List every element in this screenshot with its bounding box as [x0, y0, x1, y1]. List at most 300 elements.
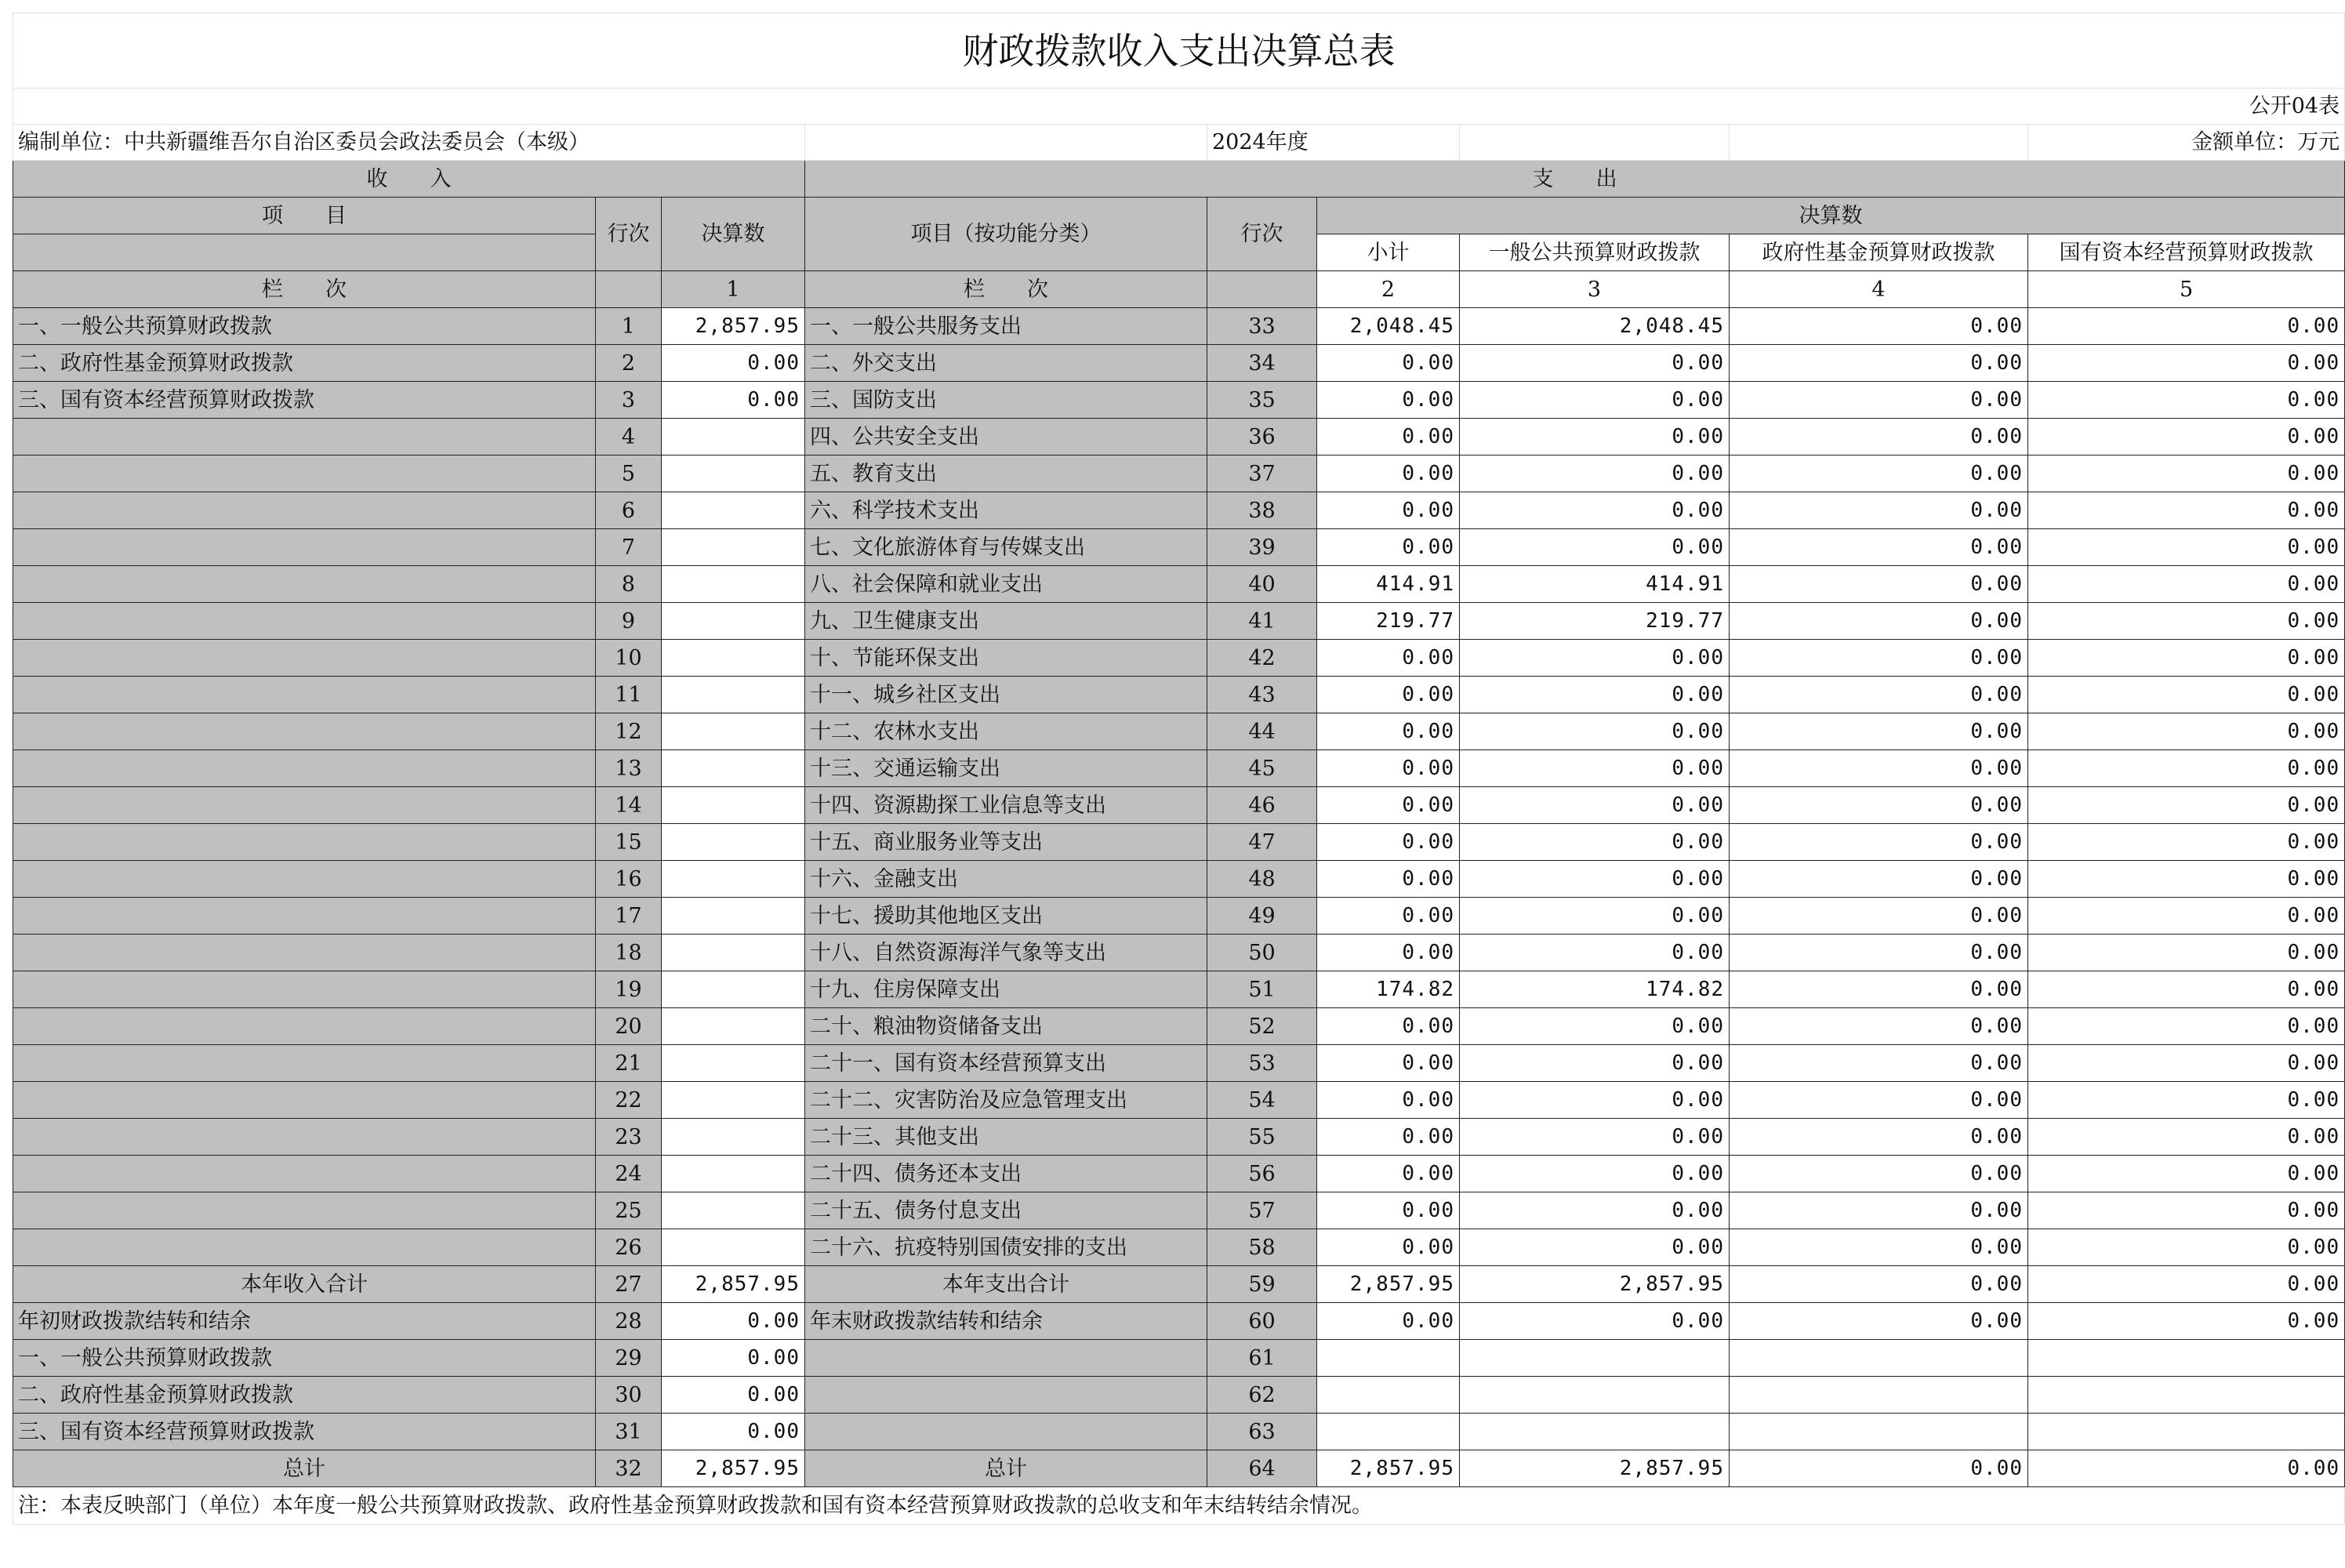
amount-cell	[662, 456, 805, 492]
amount-cell: 0.00	[2028, 1303, 2345, 1340]
row-number: 52	[1207, 1008, 1317, 1045]
column-index-label: 栏 次	[13, 271, 596, 308]
row-number: 58	[1207, 1229, 1317, 1266]
row-number: 22	[596, 1082, 662, 1119]
row-number: 1	[596, 308, 662, 345]
amount-cell: 0.00	[1730, 1266, 2028, 1303]
amount-cell: 0.00	[1730, 566, 2028, 603]
row-number: 11	[596, 677, 662, 713]
expense-item-header: 项目（按功能分类）	[805, 198, 1207, 271]
expense-item-name: 十一、城乡社区支出	[805, 677, 1207, 713]
footnote: 注：本表反映部门（单位）本年度一般公共预算财政拨款、政府性基金预算财政拨款和国有资本经营预算财政拨款的总收支和年末结转结余情况。	[13, 1487, 2345, 1525]
amount-cell: 0.00	[662, 1303, 805, 1340]
amount-cell	[662, 603, 805, 640]
income-item-name	[13, 492, 596, 529]
row-number: 40	[1207, 566, 1317, 603]
expense-item-name: 二十二、灾害防治及应急管理支出	[805, 1082, 1207, 1119]
amount-cell: 0.00	[1317, 861, 1460, 898]
amount-cell: 0.00	[1460, 1045, 1730, 1082]
amount-cell: 2,048.45	[1460, 308, 1730, 345]
table-row	[13, 787, 2345, 824]
amount-cell: 0.00	[1730, 971, 2028, 1008]
amount-cell: 0.00	[1460, 456, 1730, 492]
amount-cell: 0.00	[1317, 1229, 1460, 1266]
grand-total-income-label: 总计	[13, 1450, 596, 1487]
income-item-name	[13, 1008, 596, 1045]
row-number: 28	[596, 1303, 662, 1340]
row-number: 9	[596, 603, 662, 640]
expense-item-name: 二十四、债务还本支出	[805, 1156, 1207, 1192]
amount-cell: 0.00	[1460, 1008, 1730, 1045]
income-item-name	[13, 603, 596, 640]
amount-cell: 0.00	[2028, 1045, 2345, 1082]
amount-cell: 0.00	[1730, 750, 2028, 787]
expense-item-name: 十九、住房保障支出	[805, 971, 1207, 1008]
amount-cell: 0.00	[1460, 1303, 1730, 1340]
income-item-name	[13, 935, 596, 971]
expense-item-name: 十五、商业服务业等支出	[805, 824, 1207, 861]
amount-cell: 0.00	[1730, 640, 2028, 677]
amount-cell: 0.00	[1317, 529, 1460, 566]
row-number: 43	[1207, 677, 1317, 713]
amount-cell: 0.00	[1730, 861, 2028, 898]
amount-cell: 174.82	[1460, 971, 1730, 1008]
row-number: 25	[596, 1192, 662, 1229]
row-number: 34	[1207, 345, 1317, 382]
amount-cell: 0.00	[1730, 1045, 2028, 1082]
amount-cell: 0.00	[1730, 677, 2028, 713]
table-row	[13, 935, 2345, 971]
expense-header: 支 出	[805, 161, 2345, 198]
amount-cell	[662, 824, 805, 861]
amount-cell: 2,857.95	[1317, 1450, 1460, 1487]
amount-cell: 0.00	[1460, 713, 1730, 750]
row-number: 6	[596, 492, 662, 529]
expense-item-name: 十八、自然资源海洋气象等支出	[805, 935, 1207, 971]
amount-cell: 0.00	[662, 1414, 805, 1450]
amount-cell: 0.00	[2028, 971, 2345, 1008]
amount-cell: 0.00	[1460, 1229, 1730, 1266]
carryover-begin-label: 年初财政拨款结转和结余	[13, 1303, 596, 1340]
amount-cell: 0.00	[1730, 1082, 2028, 1119]
expense-item-name: 十七、援助其他地区支出	[805, 898, 1207, 935]
amount-cell: 2,857.95	[662, 308, 805, 345]
income-item-name: 二、政府性基金预算财政拨款	[13, 345, 596, 382]
income-item-name	[13, 861, 596, 898]
row-number: 5	[596, 456, 662, 492]
amount-cell	[662, 566, 805, 603]
expense-item-name: 九、卫生健康支出	[805, 603, 1207, 640]
row-number: 36	[1207, 419, 1317, 456]
amount-cell: 0.00	[1730, 345, 2028, 382]
row-number: 45	[1207, 750, 1317, 787]
row-number: 61	[1207, 1340, 1317, 1377]
amount-cell	[662, 971, 805, 1008]
income-item-name	[13, 1119, 596, 1156]
amount-cell	[662, 750, 805, 787]
grand-total-expense-label: 总计	[805, 1450, 1207, 1487]
income-item-name	[13, 1156, 596, 1192]
row-number: 48	[1207, 861, 1317, 898]
amount-cell: 0.00	[1317, 1082, 1460, 1119]
expense-row-no-header: 行次	[1207, 198, 1317, 271]
income-item-name: 三、国有资本经营预算财政拨款	[13, 1414, 596, 1450]
fiscal-year: 2024年度	[1207, 125, 1460, 161]
amount-cell: 0.00	[1730, 492, 2028, 529]
amount-cell: 0.00	[1730, 456, 2028, 492]
expense-item-name: 八、社会保障和就业支出	[805, 566, 1207, 603]
amount-cell: 2,857.95	[1460, 1450, 1730, 1487]
row-number: 19	[596, 971, 662, 1008]
row-number: 17	[596, 898, 662, 935]
amount-cell: 219.77	[1460, 603, 1730, 640]
table-code: 公开04表	[13, 89, 2345, 125]
amount-cell: 0.00	[1460, 824, 1730, 861]
expense-item-name: 二十三、其他支出	[805, 1119, 1207, 1156]
amount-cell: 0.00	[1317, 1119, 1460, 1156]
grand-total-income-amount: 2,857.95	[662, 1450, 805, 1487]
amount-cell: 0.00	[1730, 419, 2028, 456]
amount-cell: 0.00	[2028, 1229, 2345, 1266]
amount-cell: 0.00	[2028, 419, 2345, 456]
page-title: 财政拨款收入支出决算总表	[13, 13, 2345, 89]
row-number: 42	[1207, 640, 1317, 677]
table-row	[13, 713, 2345, 750]
amount-cell: 0.00	[2028, 456, 2345, 492]
table-row	[13, 419, 2345, 456]
income-item-name	[13, 713, 596, 750]
income-item-header: 项 目	[13, 198, 596, 234]
amount-cell: 0.00	[1730, 1303, 2028, 1340]
amount-cell	[662, 419, 805, 456]
amount-cell: 0.00	[1317, 456, 1460, 492]
table-row	[13, 1229, 2345, 1266]
amount-cell: 0.00	[2028, 492, 2345, 529]
column-index-2: 2	[1317, 271, 1460, 308]
row-number: 12	[596, 713, 662, 750]
amount-cell	[662, 898, 805, 935]
table-row	[13, 1082, 2345, 1119]
amount-cell	[662, 1229, 805, 1266]
amount-cell	[662, 787, 805, 824]
amount-cell: 219.77	[1317, 603, 1460, 640]
amount-cell: 2,048.45	[1317, 308, 1460, 345]
table-row	[13, 971, 2345, 1008]
row-number: 33	[1207, 308, 1317, 345]
expense-item-name: 六、科学技术支出	[805, 492, 1207, 529]
row-number: 23	[596, 1119, 662, 1156]
amount-cell: 0.00	[662, 382, 805, 419]
amount-cell: 0.00	[2028, 1266, 2345, 1303]
amount-cell: 0.00	[662, 345, 805, 382]
row-number: 29	[596, 1340, 662, 1377]
income-item-name	[13, 898, 596, 935]
income-item-name	[13, 529, 596, 566]
expense-item-name: 七、文化旅游体育与传媒支出	[805, 529, 1207, 566]
row-number: 13	[596, 750, 662, 787]
amount-cell: 0.00	[1730, 529, 2028, 566]
subtotal-header: 小计	[1317, 234, 1460, 271]
amount-cell: 0.00	[1460, 677, 1730, 713]
expense-item-name: 三、国防支出	[805, 382, 1207, 419]
table-row	[13, 456, 2345, 492]
row-number: 8	[596, 566, 662, 603]
amount-cell: 0.00	[1460, 787, 1730, 824]
amount-cell: 0.00	[2028, 1008, 2345, 1045]
amount-cell: 0.00	[1730, 935, 2028, 971]
expense-item-name: 二十一、国有资本经营预算支出	[805, 1045, 1207, 1082]
row-number: 49	[1207, 898, 1317, 935]
row-number: 31	[596, 1414, 662, 1450]
amount-cell: 0.00	[1460, 1119, 1730, 1156]
fiscal-summary-table	[13, 13, 2345, 1525]
year-income-total-label: 本年收入合计	[13, 1266, 596, 1303]
amount-cell: 0.00	[1460, 492, 1730, 529]
amount-cell: 0.00	[1730, 603, 2028, 640]
amount-cell: 0.00	[2028, 345, 2345, 382]
income-item-name	[13, 750, 596, 787]
table-row	[13, 1450, 2345, 1487]
amount-cell: 0.00	[2028, 750, 2345, 787]
amount-cell: 0.00	[1317, 382, 1460, 419]
row-number: 7	[596, 529, 662, 566]
amount-cell	[662, 1119, 805, 1156]
column-index-3: 3	[1460, 271, 1730, 308]
income-item-name	[13, 640, 596, 677]
income-item-subheader	[13, 234, 596, 271]
amount-cell: 0.00	[2028, 1156, 2345, 1192]
amount-cell: 0.00	[2028, 713, 2345, 750]
row-number: 4	[596, 419, 662, 456]
income-item-name: 二、政府性基金预算财政拨款	[13, 1377, 596, 1414]
amount-cell	[662, 713, 805, 750]
amount-cell: 0.00	[1317, 1045, 1460, 1082]
amount-cell: 0.00	[1460, 640, 1730, 677]
column-index-label-2: 栏 次	[805, 271, 1207, 308]
income-item-name	[13, 1045, 596, 1082]
table-row	[13, 1045, 2345, 1082]
table-row	[13, 750, 2345, 787]
amount-cell: 0.00	[1317, 677, 1460, 713]
row-number: 51	[1207, 971, 1317, 1008]
amount-cell: 0.00	[1317, 345, 1460, 382]
amount-cell: 0.00	[1317, 1008, 1460, 1045]
income-header: 收 入	[13, 161, 805, 198]
table-row	[13, 1156, 2345, 1192]
amount-cell: 0.00	[2028, 824, 2345, 861]
amount-cell: 0.00	[2028, 1082, 2345, 1119]
amount-cell: 0.00	[2028, 382, 2345, 419]
row-number: 32	[596, 1450, 662, 1487]
amount-cell: 0.00	[1317, 935, 1460, 971]
row-number: 60	[1207, 1303, 1317, 1340]
carryover-end-label: 年末财政拨款结转和结余	[805, 1303, 1207, 1340]
amount-cell: 0.00	[1460, 898, 1730, 935]
row-number: 47	[1207, 824, 1317, 861]
row-number: 44	[1207, 713, 1317, 750]
general-budget-header: 一般公共预算财政拨款	[1460, 234, 1730, 271]
row-number: 53	[1207, 1045, 1317, 1082]
row-number: 54	[1207, 1082, 1317, 1119]
expense-item-name: 十三、交通运输支出	[805, 750, 1207, 787]
row-number: 62	[1207, 1377, 1317, 1414]
income-amount-header: 决算数	[662, 198, 805, 271]
amount-cell: 0.00	[1317, 1192, 1460, 1229]
income-item-name	[13, 1229, 596, 1266]
amount-cell: 0.00	[2028, 1450, 2345, 1487]
amount-cell: 0.00	[662, 1340, 805, 1377]
row-number: 18	[596, 935, 662, 971]
amount-cell: 0.00	[1730, 898, 2028, 935]
amount-cell: 0.00	[2028, 861, 2345, 898]
amount-cell: 0.00	[1460, 861, 1730, 898]
expense-item-name: 二十、粮油物资储备支出	[805, 1008, 1207, 1045]
table-row	[13, 566, 2345, 603]
amount-cell	[662, 492, 805, 529]
amount-cell: 0.00	[2028, 1192, 2345, 1229]
amount-cell: 0.00	[1317, 492, 1460, 529]
amount-cell: 0.00	[1730, 1450, 2028, 1487]
table-row	[13, 1414, 2345, 1450]
amount-cell: 0.00	[1730, 1192, 2028, 1229]
compiling-unit: 编制单位：中共新疆维吾尔自治区委员会政法委员会（本级）	[13, 125, 805, 161]
state-capital-header: 国有资本经营预算财政拨款	[2028, 234, 2345, 271]
row-number: 64	[1207, 1450, 1317, 1487]
amount-cell: 0.00	[1730, 713, 2028, 750]
amount-cell	[662, 640, 805, 677]
amount-cell: 0.00	[1460, 750, 1730, 787]
amount-unit: 金额单位：万元	[2028, 125, 2345, 161]
table-row	[13, 1266, 2345, 1303]
amount-cell: 0.00	[662, 1377, 805, 1414]
expense-amount-group-header: 决算数	[1317, 198, 2345, 234]
table-row	[13, 861, 2345, 898]
row-number: 24	[596, 1156, 662, 1192]
row-number: 21	[596, 1045, 662, 1082]
income-item-name	[13, 1082, 596, 1119]
row-number: 2	[596, 345, 662, 382]
amount-cell: 2,857.95	[1317, 1266, 1460, 1303]
row-number: 15	[596, 824, 662, 861]
table-row	[13, 824, 2345, 861]
income-item-name	[13, 824, 596, 861]
amount-cell: 0.00	[1460, 419, 1730, 456]
amount-cell: 0.00	[2028, 935, 2345, 971]
table-row	[13, 640, 2345, 677]
table-row	[13, 603, 2345, 640]
expense-item-name: 五、教育支出	[805, 456, 1207, 492]
column-index-5: 5	[2028, 271, 2345, 308]
amount-cell: 0.00	[2028, 529, 2345, 566]
table-row	[13, 308, 2345, 345]
amount-cell: 0.00	[1730, 787, 2028, 824]
table-row	[13, 1192, 2345, 1229]
amount-cell: 0.00	[1730, 824, 2028, 861]
expense-item-name: 十二、农林水支出	[805, 713, 1207, 750]
row-number: 16	[596, 861, 662, 898]
table-row	[13, 677, 2345, 713]
table-row	[13, 1008, 2345, 1045]
amount-cell: 0.00	[1730, 1119, 2028, 1156]
amount-cell: 0.00	[1317, 1156, 1460, 1192]
row-number: 20	[596, 1008, 662, 1045]
income-item-name	[13, 971, 596, 1008]
amount-cell: 0.00	[1460, 382, 1730, 419]
amount-cell: 0.00	[1460, 1192, 1730, 1229]
amount-cell: 0.00	[1317, 1303, 1460, 1340]
amount-cell	[662, 1082, 805, 1119]
row-number: 57	[1207, 1192, 1317, 1229]
amount-cell: 414.91	[1460, 566, 1730, 603]
table-row	[13, 382, 2345, 419]
expense-item-name: 四、公共安全支出	[805, 419, 1207, 456]
amount-cell: 0.00	[1730, 308, 2028, 345]
row-number: 46	[1207, 787, 1317, 824]
amount-cell: 0.00	[1317, 898, 1460, 935]
amount-cell: 0.00	[1460, 1156, 1730, 1192]
amount-cell: 2,857.95	[1460, 1266, 1730, 1303]
amount-cell: 0.00	[2028, 603, 2345, 640]
amount-cell: 0.00	[1317, 824, 1460, 861]
income-item-name	[13, 456, 596, 492]
row-number: 50	[1207, 935, 1317, 971]
amount-cell: 0.00	[1730, 1008, 2028, 1045]
row-number: 35	[1207, 382, 1317, 419]
table-row	[13, 492, 2345, 529]
table-row	[13, 1377, 2345, 1414]
final-accounts-sheet	[13, 13, 2340, 1525]
income-item-name	[13, 787, 596, 824]
amount-cell: 0.00	[1460, 529, 1730, 566]
year-expense-total-label: 本年支出合计	[805, 1266, 1207, 1303]
gov-fund-header: 政府性基金预算财政拨款	[1730, 234, 2028, 271]
expense-item-name: 十六、金融支出	[805, 861, 1207, 898]
amount-cell	[662, 529, 805, 566]
row-number: 38	[1207, 492, 1317, 529]
amount-cell: 0.00	[1317, 750, 1460, 787]
amount-cell: 0.00	[2028, 787, 2345, 824]
row-number: 63	[1207, 1414, 1317, 1450]
amount-cell: 0.00	[2028, 677, 2345, 713]
amount-cell	[662, 935, 805, 971]
income-item-name	[13, 566, 596, 603]
income-item-name	[13, 1192, 596, 1229]
year-income-total-amount: 2,857.95	[662, 1266, 805, 1303]
amount-cell	[662, 1192, 805, 1229]
amount-cell	[662, 1156, 805, 1192]
expense-item-name: 十四、资源勘探工业信息等支出	[805, 787, 1207, 824]
amount-cell: 0.00	[1317, 419, 1460, 456]
income-item-name: 三、国有资本经营预算财政拨款	[13, 382, 596, 419]
expense-item-name: 二十六、抗疫特别国债安排的支出	[805, 1229, 1207, 1266]
amount-cell	[662, 861, 805, 898]
row-number: 3	[596, 382, 662, 419]
amount-cell	[662, 677, 805, 713]
table-row	[13, 345, 2345, 382]
amount-cell	[662, 1008, 805, 1045]
amount-cell: 0.00	[1460, 1082, 1730, 1119]
table-row	[13, 898, 2345, 935]
amount-cell: 0.00	[1317, 640, 1460, 677]
income-item-name	[13, 419, 596, 456]
expense-item-name: 一、一般公共服务支出	[805, 308, 1207, 345]
amount-cell: 0.00	[2028, 640, 2345, 677]
amount-cell: 0.00	[1317, 787, 1460, 824]
row-number: 26	[596, 1229, 662, 1266]
income-row-no-header: 行次	[596, 198, 662, 271]
row-number: 37	[1207, 456, 1317, 492]
amount-cell: 0.00	[1317, 713, 1460, 750]
